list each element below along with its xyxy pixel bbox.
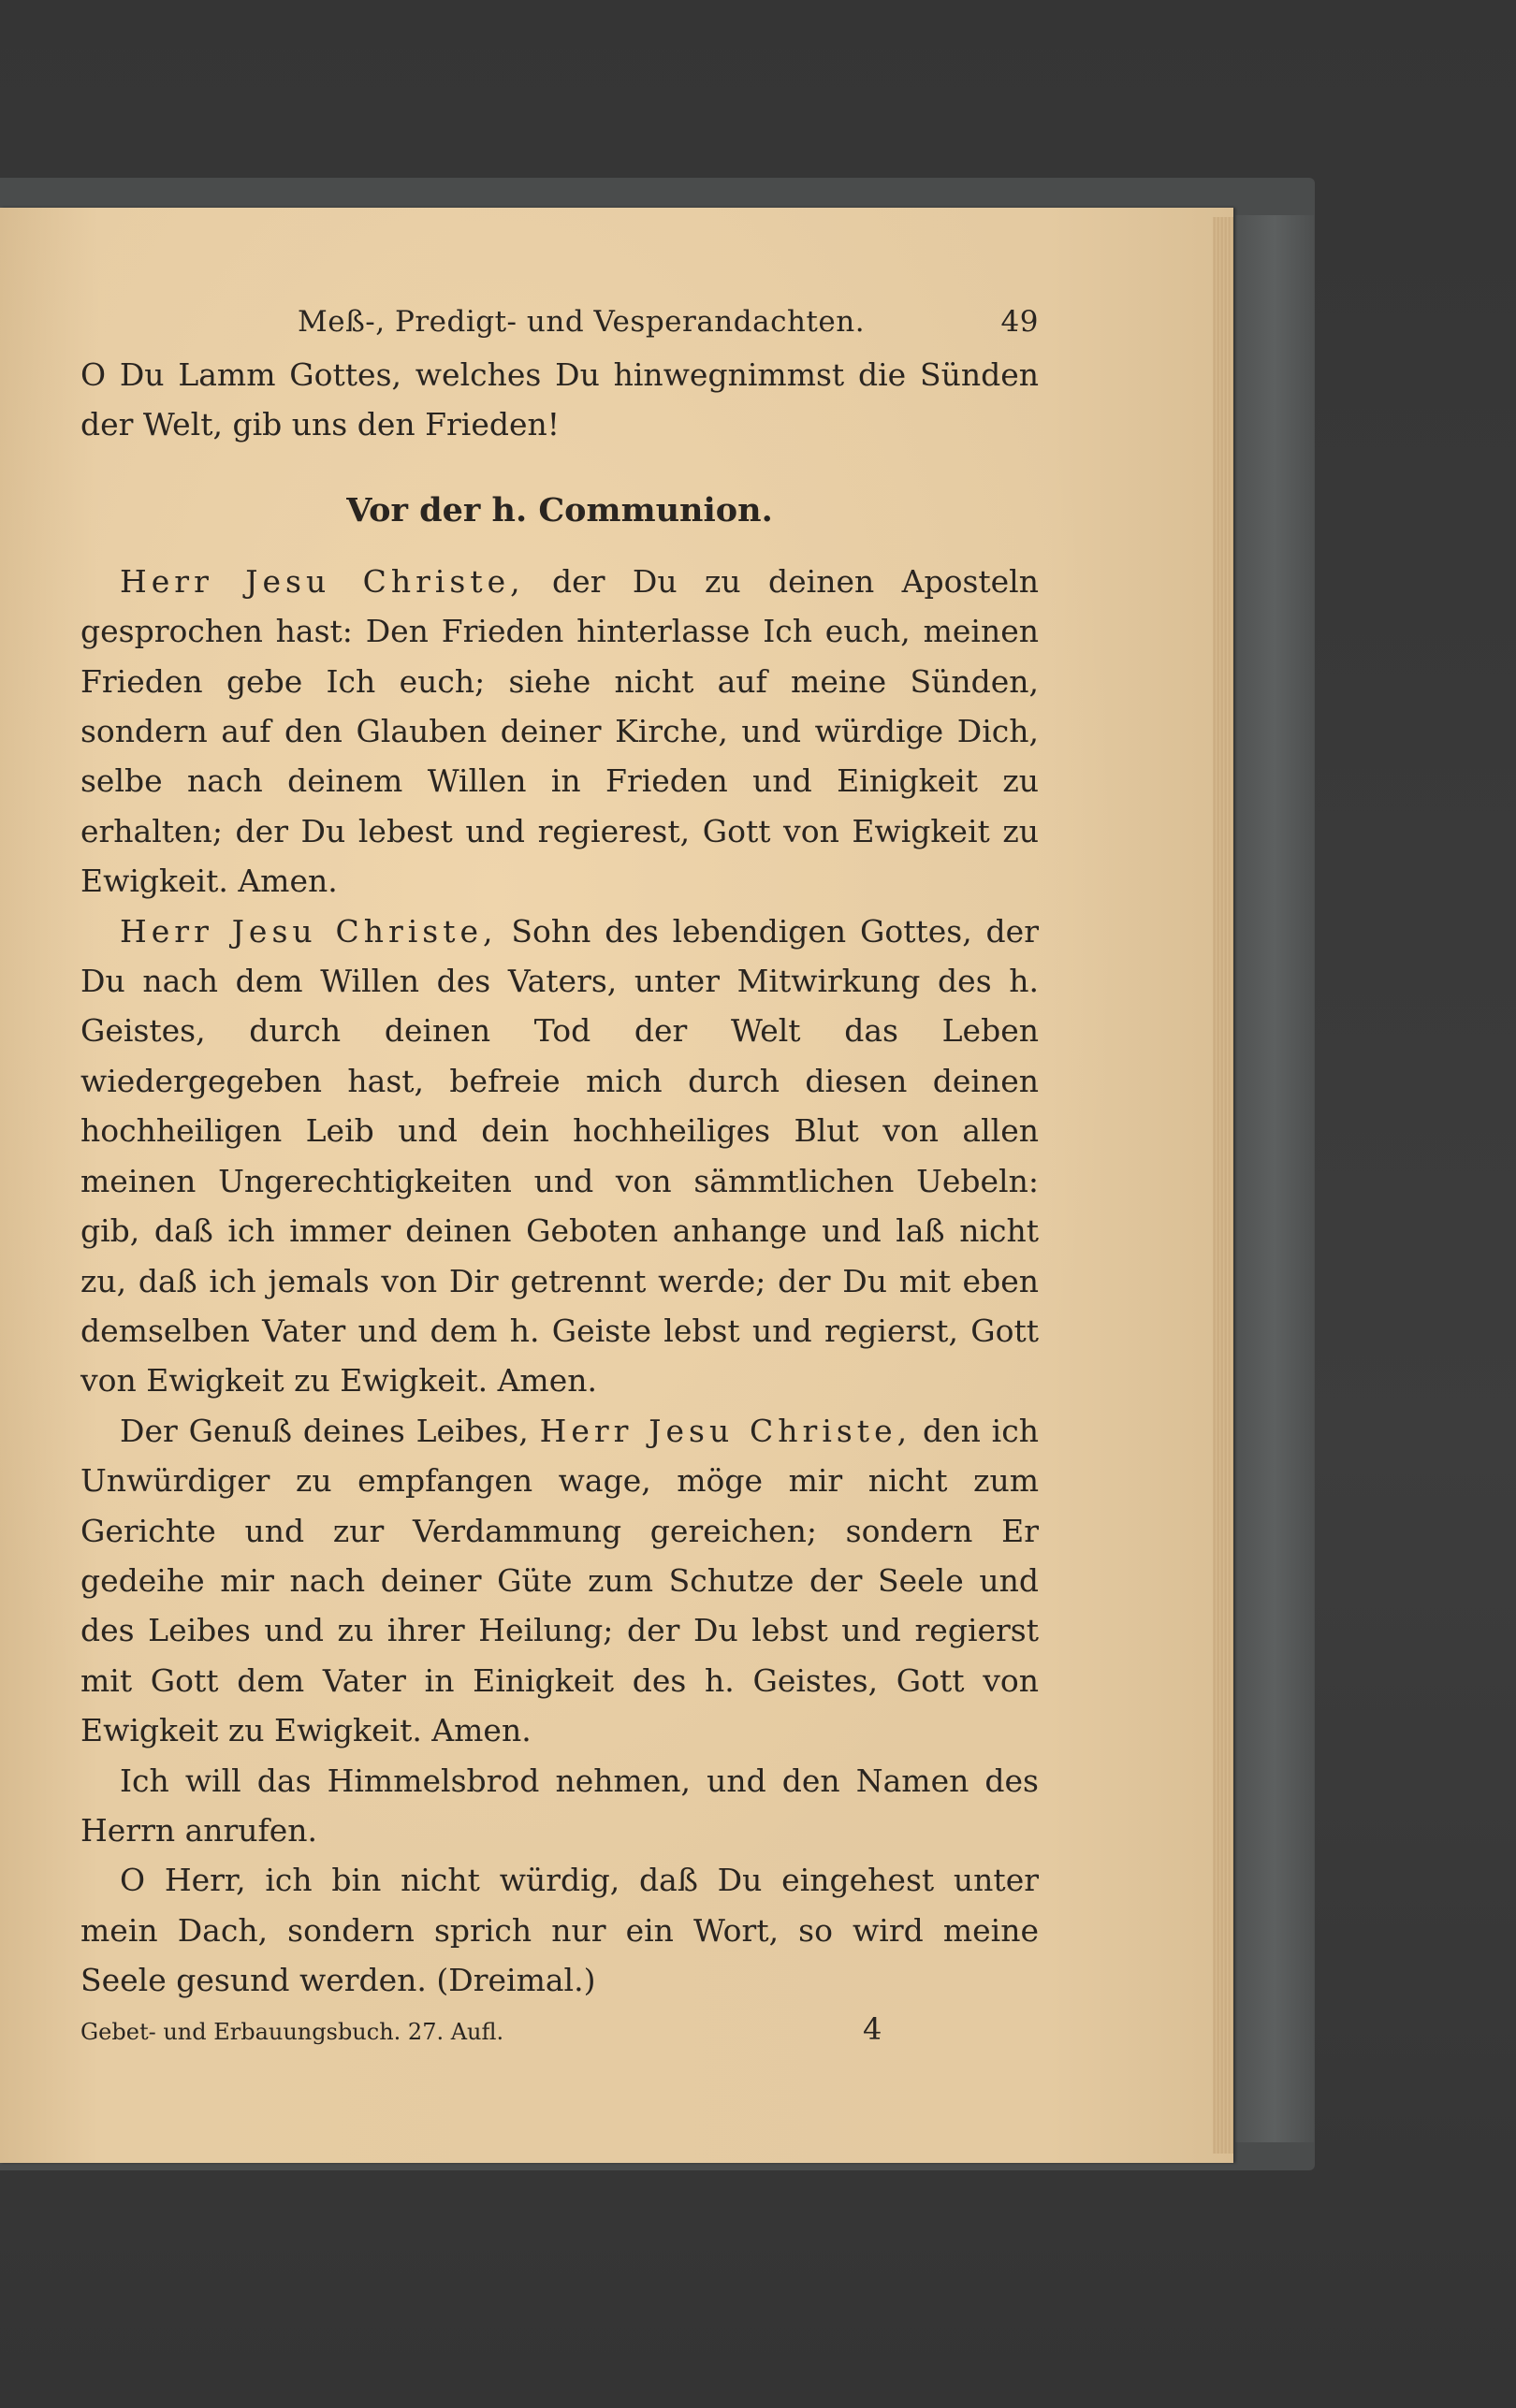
paragraph-bread: Ich will das Himmelsbrod nehmen, und den Namen des Herrn anrufen. xyxy=(80,1762,1039,1849)
paragraph-text: Sohn des lebendigen Gottes, der Du nach dem Willen des Vaters, unter Mitwirkung des h. Geistes, durch deinen Tod der Welt das Leben wiedergegeben hast, befreie mich durch diesen deinen hochheiligen Leib und dein hochheiliges Blut von allen meinen Ungerechtigkeiten und von sämmtlichen Uebeln: gib, daß ich immer deinen Geboten anhange und laß nicht zu, daß ich jemals von Dir getrennt werde; der Du mit eben demselben Vater und dem h. Geiste lebst und regierst, Gott von Ewigkeit zu Ewigkeit. Amen. xyxy=(80,912,1039,1400)
paragraph-agnus-dei: O Du Lamm Gottes, welches Du hinwegnimmst die Sünden der Welt, gib uns den Frieden! xyxy=(80,356,1039,443)
paragraph-text: der Du zu deinen Aposteln gesprochen hast: Den Frieden hinterlasse Ich euch, meinen Frieden gebe Ich euch; siehe nicht auf meine Sünden, sondern auf den Glauben deiner Kirche, und würdige Dich, selbe nach deinem Willen in Frieden und Einigkeit zu erhalten; der Du lebest und regierest, Gott von Ewigkeit zu Ewigkeit. Amen. xyxy=(80,562,1039,900)
invocation-name: Herr Jesu Christe, xyxy=(120,912,498,950)
sheet-mark: 4 xyxy=(863,2010,882,2047)
paragraph-domine: O Herr, ich bin nicht würdig, daß Du eingehest unter mein Dach, sondern sprich nur ein Wort, so wird meine Seele gesund werden. (Dreimal.) xyxy=(80,1862,1039,1999)
book-cover-edge xyxy=(1235,215,1314,2142)
paragraph-text: den ich Unwürdiger zu empfangen wage, möge mir nicht zum Gerichte und zur Verdammung gereichen; sondern Er gedeihe mir nach deiner Güte zum Schutze der Seele und des Leibes und zu ihrer Heilung; der Du lebst und regierst mit Gott dem Vater in Einigkeit des h. Geistes, Gott von Ewigkeit zu Ewigkeit. Amen. xyxy=(80,1412,1039,1749)
invocation-name: Herr Jesu Christe, xyxy=(120,562,525,600)
paragraph-prayer-body xyxy=(80,1406,1039,1756)
page-number: 49 xyxy=(1000,305,1039,339)
page-header xyxy=(80,297,1039,350)
paragraph-prayer-son xyxy=(80,907,1039,1406)
page-text xyxy=(80,297,1039,2056)
printer-signature: Gebet- und Erbauungsbuch. 27. Aufl. xyxy=(80,2018,504,2045)
running-head: Meß-, Predigt- und Vesperandachten. xyxy=(298,305,866,339)
paragraph-text: Der Genuß deines Leibes, xyxy=(120,1412,529,1449)
paragraph-prayer-peace xyxy=(80,557,1039,907)
invocation-name: Herr Jesu Christe, xyxy=(539,1412,912,1449)
section-heading: Vor der h. Communion. xyxy=(346,490,773,529)
page-footer xyxy=(80,2011,1039,2056)
page-edges xyxy=(1213,217,1233,2154)
